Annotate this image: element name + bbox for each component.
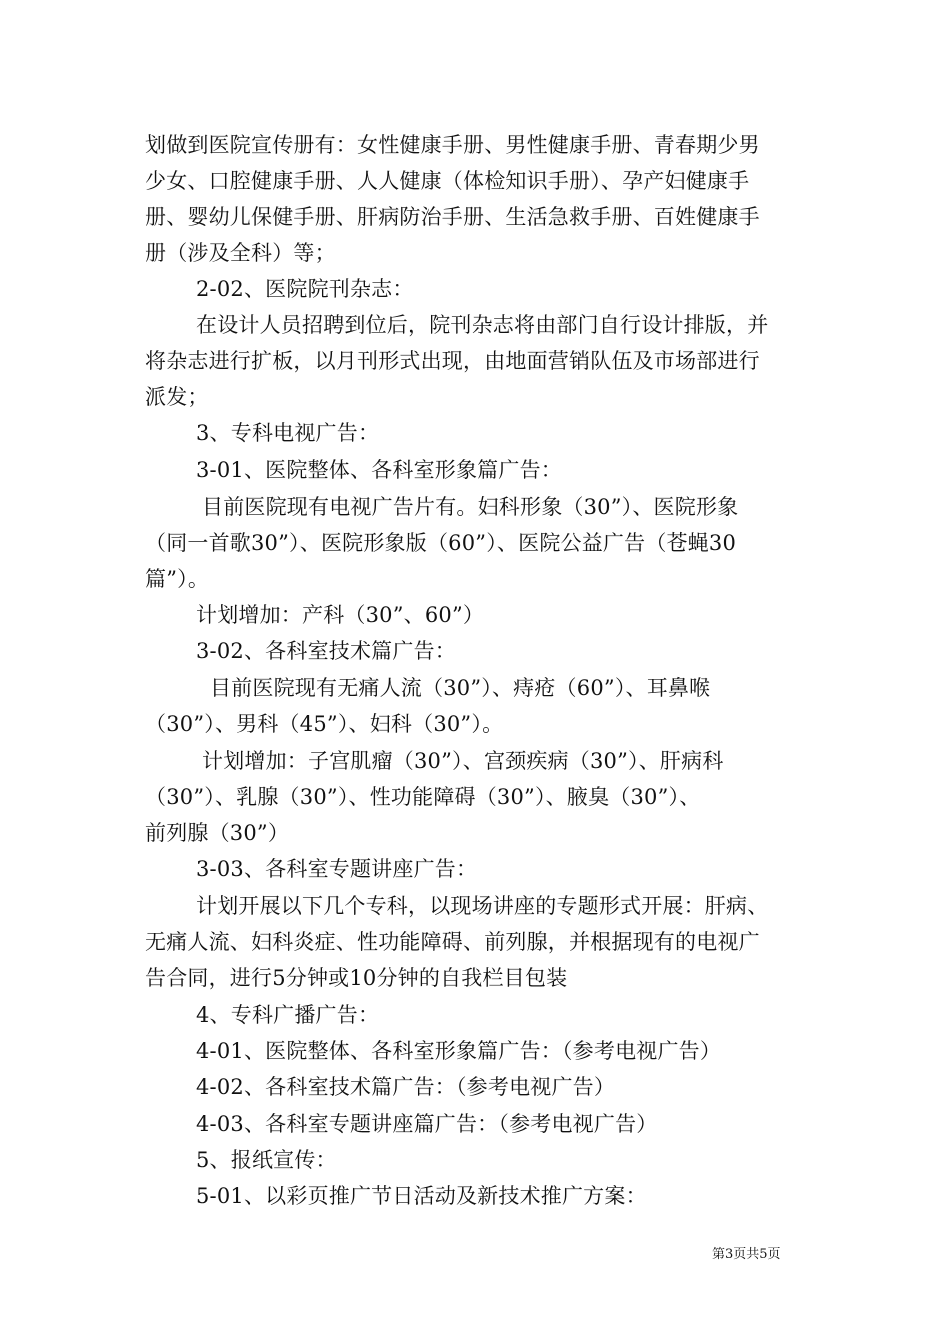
body-text-line: 少女、口腔健康手册、人人健康（体检知识手册）、孕产妇健康手: [145, 169, 750, 193]
body-text-line: 划做到医院宣传册有：女性健康手册、男性健康手册、青春期少男: [145, 133, 760, 157]
body-text-line: 派发；: [145, 385, 209, 409]
body-text-line: （30”）、男科（45”）、妇科（30”）。: [145, 712, 504, 736]
body-text-line: 册、婴幼儿保健手册、肝病防治手册、生活急救手册、百姓健康手: [145, 205, 760, 229]
body-text-line: 计划增加：子宫肌瘤（30”）、宫颈疾病（30”）、肝病科: [202, 749, 724, 773]
section-heading: 3-02、各科室技术篇广告：: [196, 639, 456, 663]
body-text-line: 计划增加：产科（30”、60”）: [196, 603, 485, 627]
body-text-line: 目前医院现有无痛人流（30”）、痔疮（60”）、耳鼻喉: [210, 676, 711, 700]
section-heading: 4、专科广播广告：: [196, 1003, 380, 1027]
body-text-line: （同一首歌30”）、医院形象版（60”）、医院公益广告（苍蝇30: [145, 531, 737, 555]
body-text-line: 篇”）。: [145, 567, 210, 591]
body-text-line: 无痛人流、妇科炎症、性功能障碍、前列腺，并根据现有的电视广: [145, 930, 760, 954]
section-heading: 3、专科电视广告：: [196, 421, 380, 445]
body-text-line: 目前医院现有电视广告片有。妇科形象（30”）、医院形象: [202, 495, 739, 519]
section-heading: 4-03、各科室专题讲座篇广告：（参考电视广告）: [196, 1112, 658, 1136]
body-text-line: （30”）、乳腺（30”）、性功能障碍（30”）、腋臭（30”）、: [145, 785, 701, 809]
section-heading: 4-01、医院整体、各科室形象篇广告：（参考电视广告）: [196, 1039, 722, 1063]
section-heading: 2-02、医院院刊杂志：: [196, 277, 414, 301]
section-heading: 3-03、各科室专题讲座广告：: [196, 857, 478, 881]
body-text-line: 计划开展以下几个专科，以现场讲座的专题形式开展：肝病、: [196, 894, 769, 918]
body-text-line: 将杂志进行扩板，以月刊形式出现，由地面营销队伍及市场部进行: [145, 349, 760, 373]
section-heading: 4-02、各科室技术篇广告：（参考电视广告）: [196, 1075, 616, 1099]
body-text-line: 前列腺（30”）: [145, 821, 290, 845]
body-text-line: 册（涉及全科）等；: [145, 241, 336, 265]
page-number-footer: 第3页共5页: [712, 1247, 781, 1262]
body-text-line: 告合同，进行5分钟或10分钟的自我栏目包装: [145, 966, 568, 990]
section-heading: 3-01、医院整体、各科室形象篇广告：: [196, 458, 562, 482]
section-heading: 5-01、以彩页推广节日活动及新技术推广方案：: [196, 1184, 647, 1208]
section-heading: 5、报纸宣传：: [196, 1148, 337, 1172]
body-text-line: 在设计人员招聘到位后，院刊杂志将由部门自行设计排版，并: [196, 313, 769, 337]
